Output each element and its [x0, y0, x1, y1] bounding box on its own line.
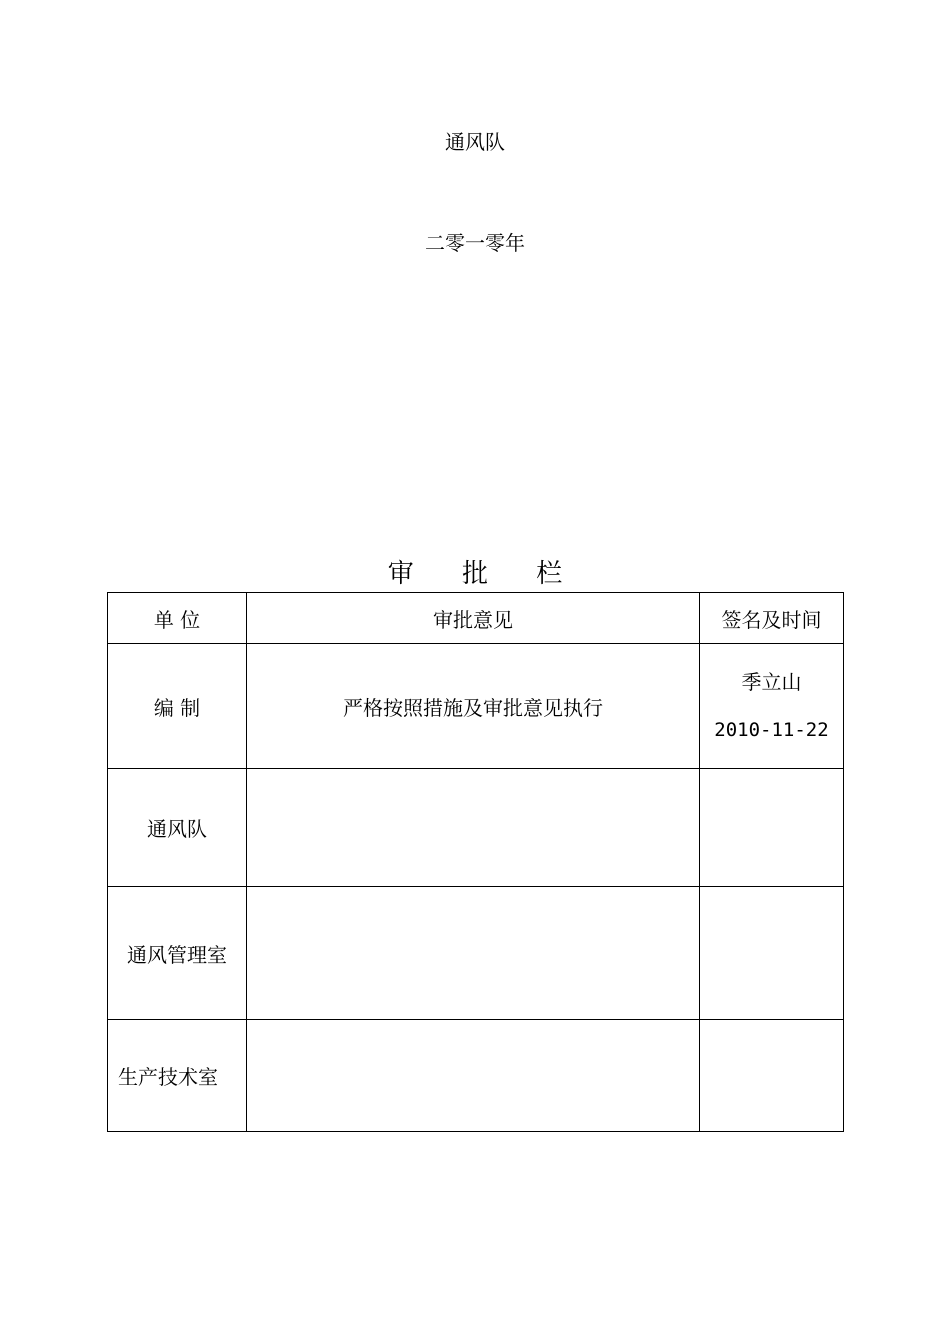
- header-unit: 单 位: [108, 593, 247, 644]
- opinion-cell: [247, 887, 700, 1020]
- signature-cell: [700, 887, 844, 1020]
- opinion-cell: [247, 1020, 700, 1132]
- table-row: [108, 1020, 844, 1132]
- signature-cell: [700, 769, 844, 887]
- approval-table: [107, 592, 844, 1132]
- signature-name: 季立山: [741, 670, 802, 694]
- year-text: 二零一零年: [425, 231, 525, 255]
- header-opinion: 审批意见: [247, 593, 700, 644]
- table-header-row: [108, 593, 844, 644]
- signature-date: 2010-11-22: [714, 719, 829, 741]
- table-row: [108, 769, 844, 887]
- unit-cell: 编 制: [108, 644, 247, 769]
- approval-title: 审 批 栏: [387, 559, 583, 589]
- table-row: [108, 644, 844, 769]
- header-signature: 签名及时间: [700, 593, 844, 644]
- opinion-cell: 严格按照措施及审批意见执行: [247, 644, 700, 769]
- org-name: 通风队: [445, 130, 505, 154]
- unit-cell: 通风队: [108, 769, 247, 887]
- unit-cell: 生产技术室: [108, 1020, 247, 1132]
- unit-cell: 通风管理室: [108, 887, 247, 1020]
- signature-cell: [700, 1020, 844, 1132]
- table-row: [108, 887, 844, 1020]
- signature-cell: [700, 644, 844, 769]
- opinion-cell: [247, 769, 700, 887]
